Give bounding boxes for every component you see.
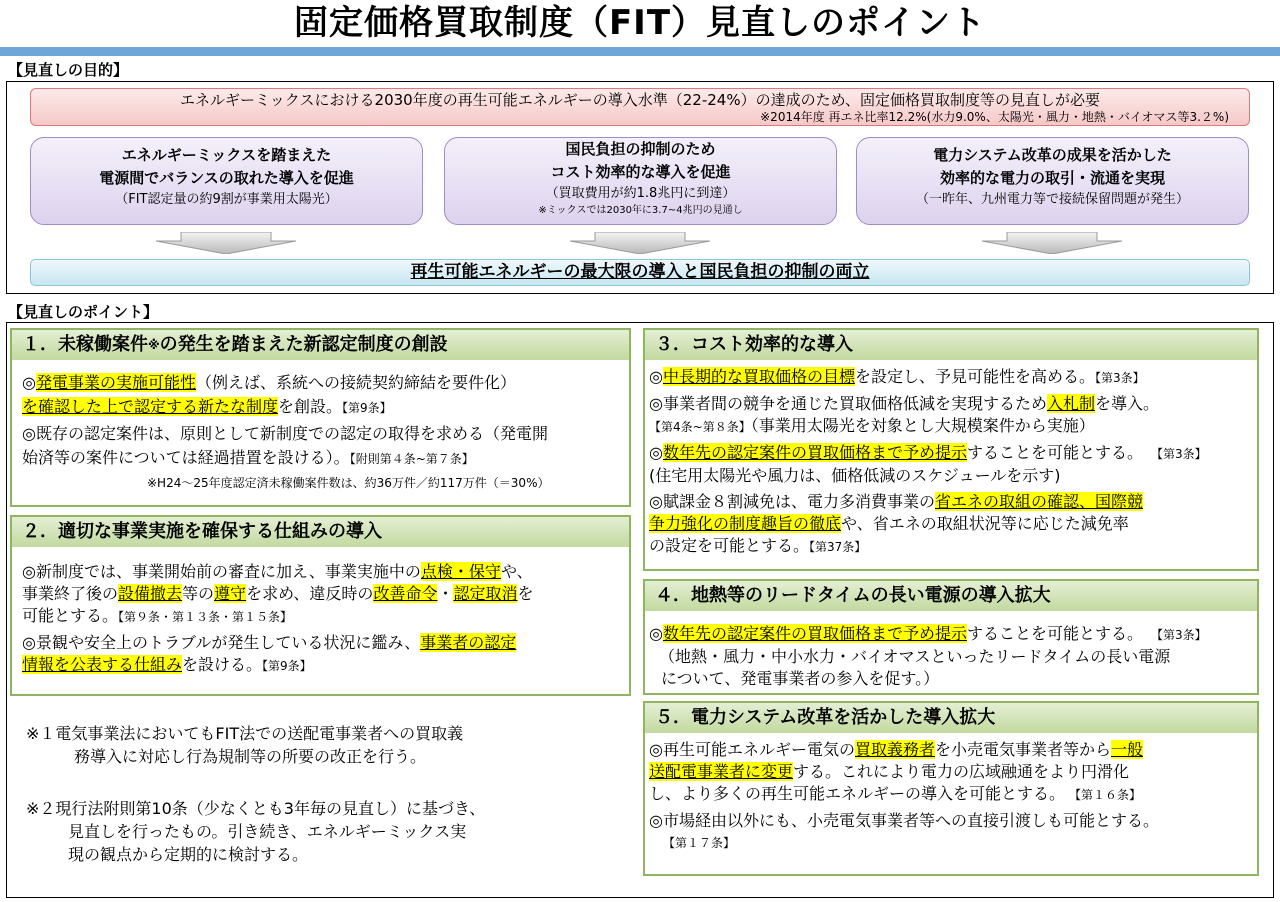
bullet-line <box>22 654 622 677</box>
highlight-text: 争力強化の制度趣旨の徹底 <box>649 514 842 533</box>
bullet-line: （地熱・風力・中小水力・バイオマスといったリードタイムの長い電源 <box>659 647 1171 666</box>
footnote-line: 現の観点から定期的に検討する。 <box>68 845 309 864</box>
section-body <box>22 372 622 494</box>
bullet-text: の設定を可能とする。 <box>649 536 810 555</box>
purpose-banner-note: ※2014年度 再エネ比率12.2%(水力9.0%、太陽光・風力・地熱・バイオマス等3.２%) <box>760 110 1229 124</box>
highlight-text: 一般 <box>1111 740 1144 759</box>
highlight-text: 事業者の認定 <box>420 633 517 652</box>
article-reference: 【第3条】 <box>1095 371 1145 385</box>
highlight-text: 遵守 <box>214 584 247 603</box>
bullet-mark: ◎ <box>649 367 663 386</box>
section-body <box>649 623 1257 690</box>
highlight-text: 数年先の認定案件の買取価格まで予め提示 <box>662 443 967 462</box>
bullet-text: する。これにより電力の広域融通をより円滑化 <box>793 762 1130 781</box>
section-cost-efficient <box>643 328 1259 571</box>
article-reference: 【附則第４条~第７条】 <box>349 452 474 466</box>
footnote-line: 務導入に対応し行為規制等の所要の改正を行う。 <box>74 747 427 766</box>
section-title-mark: ※ <box>148 338 160 352</box>
highlight-text: 入札制 <box>1046 394 1095 413</box>
section-heading <box>12 330 629 360</box>
down-arrow-icon <box>156 232 296 254</box>
purpose-box-heading: 電源間でバランスの取れた導入を促進 <box>99 169 354 187</box>
purpose-box-system <box>856 137 1249 225</box>
bullet-text: を小売電気事業者等から <box>934 740 1111 759</box>
bullet-text: 等の <box>182 584 215 603</box>
bullet-line <box>22 583 622 605</box>
highlight-text: 中長期的な買取価格の目標 <box>662 367 855 386</box>
footnote-line: ※２現行法附則第10条（少なくとも3年毎の見直し）に基づき、 <box>26 799 486 818</box>
bullet-line <box>22 447 622 470</box>
bullet-text: を設ける。 <box>182 655 263 674</box>
bullet-mark: ◎ <box>649 443 663 462</box>
section-heading: ３．コスト効率的な導入 <box>645 330 1257 360</box>
bullet-line <box>649 491 1257 513</box>
purpose-section-label: 【見直しの目的】 <box>8 61 129 79</box>
purpose-box-heading: エネルギーミックスを踏まえた <box>121 146 332 164</box>
section-title-rest: の発生を踏まえた新認定制度の創設 <box>159 334 448 355</box>
bullet-text: ・ <box>437 584 454 603</box>
bullet-text: を求め、違反時の <box>246 584 374 603</box>
bullet-line: ◎市場経由以外にも、小売電気事業者等への直接引渡しも可能とする。 <box>649 811 1159 830</box>
bullet-text: 事業終了後の <box>22 584 119 603</box>
article-reference: 【第4条~第８条】 <box>649 420 751 434</box>
section-system-reform <box>643 701 1259 876</box>
bullet-line <box>649 415 1257 438</box>
bullet-text: を <box>517 584 534 603</box>
bullet-line <box>22 561 622 583</box>
section-title: １．未稼働案件 <box>22 334 148 355</box>
down-arrow-icon <box>570 232 710 254</box>
bullet-line: ◎既存の認定案件は、原則として新制度での認定の取得を求める（発電開 <box>22 424 548 443</box>
title-underline-bar <box>0 47 1280 56</box>
bullet-text: や、省エネの取組状況等に応じた減免率 <box>841 514 1129 533</box>
points-section-label: 【見直しのポイント】 <box>8 303 159 321</box>
bullet-text: ◎賦課金８割減免は、電力多消費事業の <box>649 492 935 511</box>
bullet-text: 始済等の案件については経過措置を設ける）。 <box>22 448 350 467</box>
section-heading: ２．適切な事業実施を確保する仕組みの導入 <box>12 517 629 547</box>
bullet-line <box>22 605 622 628</box>
bullet-line <box>649 513 1257 535</box>
highlight-text: 設備撤去 <box>118 584 183 603</box>
purpose-box-note: （FIT認定量の約9割が事業用太陽光） <box>115 192 338 207</box>
bullet-text: を創設。 <box>278 397 343 416</box>
bullet-line: (住宅用太陽光や風力は、価格低減のスケジュールを示す) <box>649 466 1061 485</box>
bullet-text: や、 <box>500 562 533 581</box>
footnote-line: 見直しを行ったもの。引き続き、エネルギーミックス実 <box>68 822 467 841</box>
bullet-text: （例えば、系統への接続契約締結を要件化） <box>195 373 516 392</box>
highlight-text: 数年先の認定案件の買取価格まで予め提示 <box>662 624 967 643</box>
bullet-line <box>649 739 1257 761</box>
section-heading: ４．地熱等のリードタイムの長い電源の導入拡大 <box>645 581 1257 611</box>
bullet-text: （事業用太陽光を対象とし大規模案件から実施） <box>750 416 1095 435</box>
section-new-certification <box>10 328 631 507</box>
down-arrow-icon <box>982 232 1122 254</box>
bullet-text: ◎事業者間の競争を通じた買取価格低減を実現するため <box>649 394 1047 413</box>
page-title: 固定価格買取制度（FIT）見直しのポイント <box>293 3 987 43</box>
article-reference: 【第9条】 <box>342 401 392 415</box>
bullet-line <box>22 372 622 394</box>
bullet-text: 可能とする。 <box>22 606 119 625</box>
highlight-text: 発電事業の実施可能性 <box>35 373 196 392</box>
highlight-text: 送配電事業者に変更 <box>649 762 794 781</box>
highlight-text: 情報を公表する仕組み <box>22 655 183 674</box>
bullet-text: することを可能とする。 <box>966 624 1143 643</box>
section-long-lead-time <box>643 579 1259 695</box>
purpose-box-balance <box>30 137 423 225</box>
purpose-goal-text: 再生可能エネルギーの最大限の導入と国民負担の抑制の両立 <box>410 262 870 282</box>
purpose-box-heading: コスト効率的な導入を促進 <box>550 163 731 181</box>
section-body <box>22 561 622 677</box>
bullet-line: について、発電事業者の参入を促す。） <box>661 669 940 688</box>
article-reference: 【第3条】 <box>1157 447 1207 461</box>
section-heading: ５．電力システム改革を活かした導入拡大 <box>645 703 1257 733</box>
bullet-line <box>649 393 1257 415</box>
purpose-box-heading: 国民負担の抑制のため <box>565 140 716 158</box>
purpose-banner <box>30 88 1250 126</box>
bullet-line <box>22 396 622 419</box>
article-reference: 【第37条】 <box>809 540 867 554</box>
bullet-line <box>649 783 1257 806</box>
bullet-text: ◎景観や安全上のトラブルが発生している状況に鑑み、 <box>22 633 421 652</box>
bullet-line <box>649 535 1257 558</box>
bullet-line <box>649 366 1257 389</box>
article-reference: 【第3条】 <box>1157 628 1207 642</box>
bullet-text: ◎新制度では、事業開始前の審査に加え、事業実施中の <box>22 562 421 581</box>
footnote-line: ※１電気事業法においてもFIT法での送配電事業者への買取義 <box>26 724 464 743</box>
purpose-box-note: （一昨年、九州電力等で接続保留問題が発生） <box>915 192 1189 207</box>
article-reference: 【第９条・第１３条・第１５条】 <box>118 610 293 624</box>
highlight-text: 改善命令 <box>373 584 438 603</box>
bullet-text: し、より多くの再生可能エネルギーの導入を可能とする。 <box>649 784 1066 803</box>
bullet-line <box>649 623 1257 646</box>
section-proper-implementation <box>10 515 631 696</box>
article-reference: 【第9条】 <box>262 659 312 673</box>
bullet-text: ◎再生可能エネルギー電気の <box>649 740 855 759</box>
section-note: ※H24～25年度認定済未稼働案件数は、約36万件／約117万件（＝30%） <box>147 476 550 490</box>
bullet-text: を設定し、予見可能性を高める。 <box>854 367 1095 386</box>
bullet-text: を導入。 <box>1094 394 1159 413</box>
article-reference: 【第１６条】 <box>1075 788 1142 802</box>
bullet-line <box>22 632 622 654</box>
section-body <box>649 366 1257 558</box>
highlight-text: を確認した上で認定する新たな制度 <box>22 397 279 416</box>
purpose-banner-text: エネルギーミックスにおける2030年度の再生可能エネルギーの導入水準（22-24%）の達成のため、固定価格買取制度等の見直しが必要 <box>180 91 1100 109</box>
purpose-goal-banner <box>30 259 1250 286</box>
purpose-box-heading: 電力システム改革の成果を活かした <box>933 146 1172 164</box>
bullet-line <box>649 442 1257 465</box>
bullet-mark: ◎ <box>22 373 36 392</box>
bullet-line <box>649 761 1257 783</box>
article-reference: 【第１７条】 <box>663 836 736 850</box>
footnote-2 <box>26 797 485 866</box>
purpose-box-heading: 効率的な電力の取引・流通を実現 <box>939 169 1165 187</box>
highlight-text: 省エネの取組の確認、国際競 <box>934 492 1143 511</box>
highlight-text: 認定取消 <box>453 584 518 603</box>
purpose-box-note: （買取費用が約1.8兆円に到達） <box>545 186 736 201</box>
footnote-1 <box>26 722 463 768</box>
bullet-mark: ◎ <box>649 624 663 643</box>
highlight-text: 買取義務者 <box>854 740 935 759</box>
purpose-box-cost <box>444 137 837 225</box>
bullet-text: することを可能とする。 <box>966 443 1143 462</box>
purpose-box-small-note: ※ミックスでは2030年に3.7~4兆円の見通し <box>538 205 743 216</box>
highlight-text: 点検・保守 <box>420 562 501 581</box>
section-body <box>649 739 1257 854</box>
